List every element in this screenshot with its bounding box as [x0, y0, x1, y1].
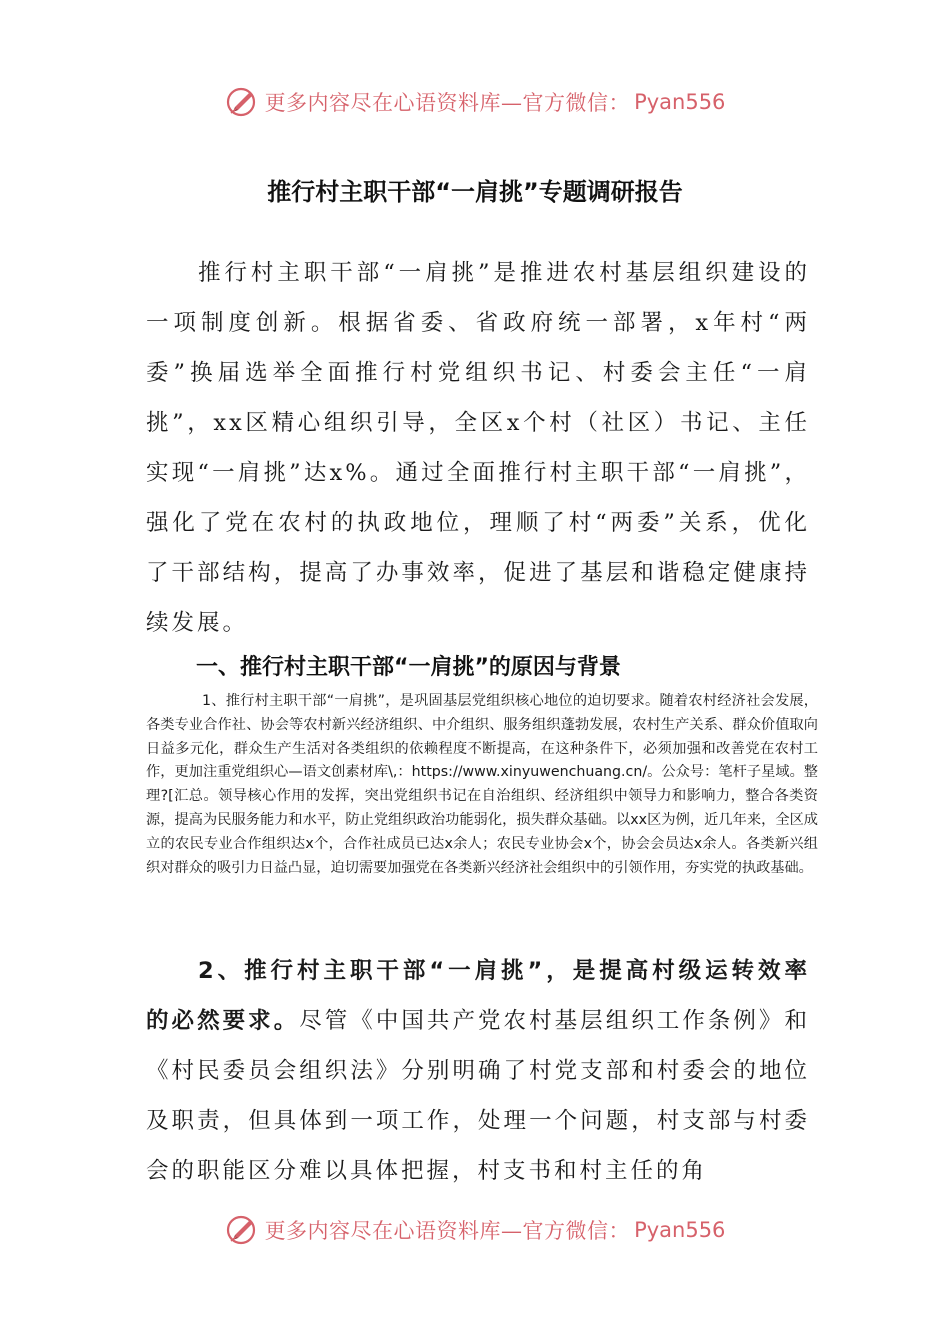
section-heading: 一、推行村主职干部“一肩挑”的原因与背景 [196, 655, 621, 680]
watermark-text: 更多内容尽在心语资料库—官方微信： [264, 91, 631, 115]
point1-paragraph: 1、推行村主职干部“一肩挑”，是巩固基层党组织核心地位的迫切要求。随着农村经济社会发展，各类专业合作社、协会等农村新兴经济组织、中介组织、服务组织蓬勃发展，农村生产关系、群众价值取向日益多元化，群众生产生活对各类组织的依赖程度不断提高，在这种条件下，必须加强和改善党在农村工作，更加注重党组织心—语文创素材库\,：https://www.xinyuwenchuang.cn/。公众号：笔杆子星域。整理?[汇总。领导核心作用的发挥，突出党组织书记在自治组织、经济组织中领导力和影响力，整合各类资源，提高为民服务能力和水平，防止党组织政治功能弱化，损失群众基础。以xx区为例，近几年来，全区成立的农民专业合作组织达x个，合作社成员已达x余人；农民专业协会x个，协会会员达x余人。各类新兴组织对群众的吸引力日益凸显，迫切需要加强党在各类新兴经济社会组织中的引领作用，夯实党的执政基础。 [146, 693, 818, 876]
pen-logo-icon [225, 1213, 259, 1247]
header-watermark [0, 82, 950, 122]
point2-paragraph [146, 946, 810, 1196]
point2-lead: 2、推行村主职干部“一肩挑”，是提高村级运转效率的必然要求。 [146, 958, 810, 1034]
watermark-wechat-id: Pyan556 [634, 1218, 726, 1242]
footer-watermark [0, 1210, 950, 1250]
document-title: 推行村主职干部“一肩挑”专题调研报告 [267, 178, 683, 206]
watermark-wechat-id: Pyan556 [634, 90, 726, 114]
intro-paragraph: 推行村主职干部“一肩挑”是推进农村基层组织建设的一项制度创新。根据省委、省政府统一部署，x年村“两委”换届选举全面推行村党组织书记、村委会主任“一肩挑”，xx区精心组织引导，全区x个村（社区）书记、主任实现“一肩挑”达x%。通过全面推行村主职干部“一肩挑”，强化了党在农村的执政地位，理顺了村“两委”关系，优化了干部结构，提高了办事效率，促进了基层和谐稳定健康持续发展。 [146, 260, 810, 636]
pen-logo-icon [225, 85, 259, 119]
point2-body: 尽管《中国共产党农村基层组织工作条例》和《村民委员会组织法》分别明确了村党支部和村委会的地位及职责，但具体到一项工作，处理一个问题，村支部与村委会的职能区分难以具体把握，村支书和村主任的角 [146, 1008, 810, 1184]
watermark-text: 更多内容尽在心语资料库—官方微信： [264, 1219, 631, 1243]
